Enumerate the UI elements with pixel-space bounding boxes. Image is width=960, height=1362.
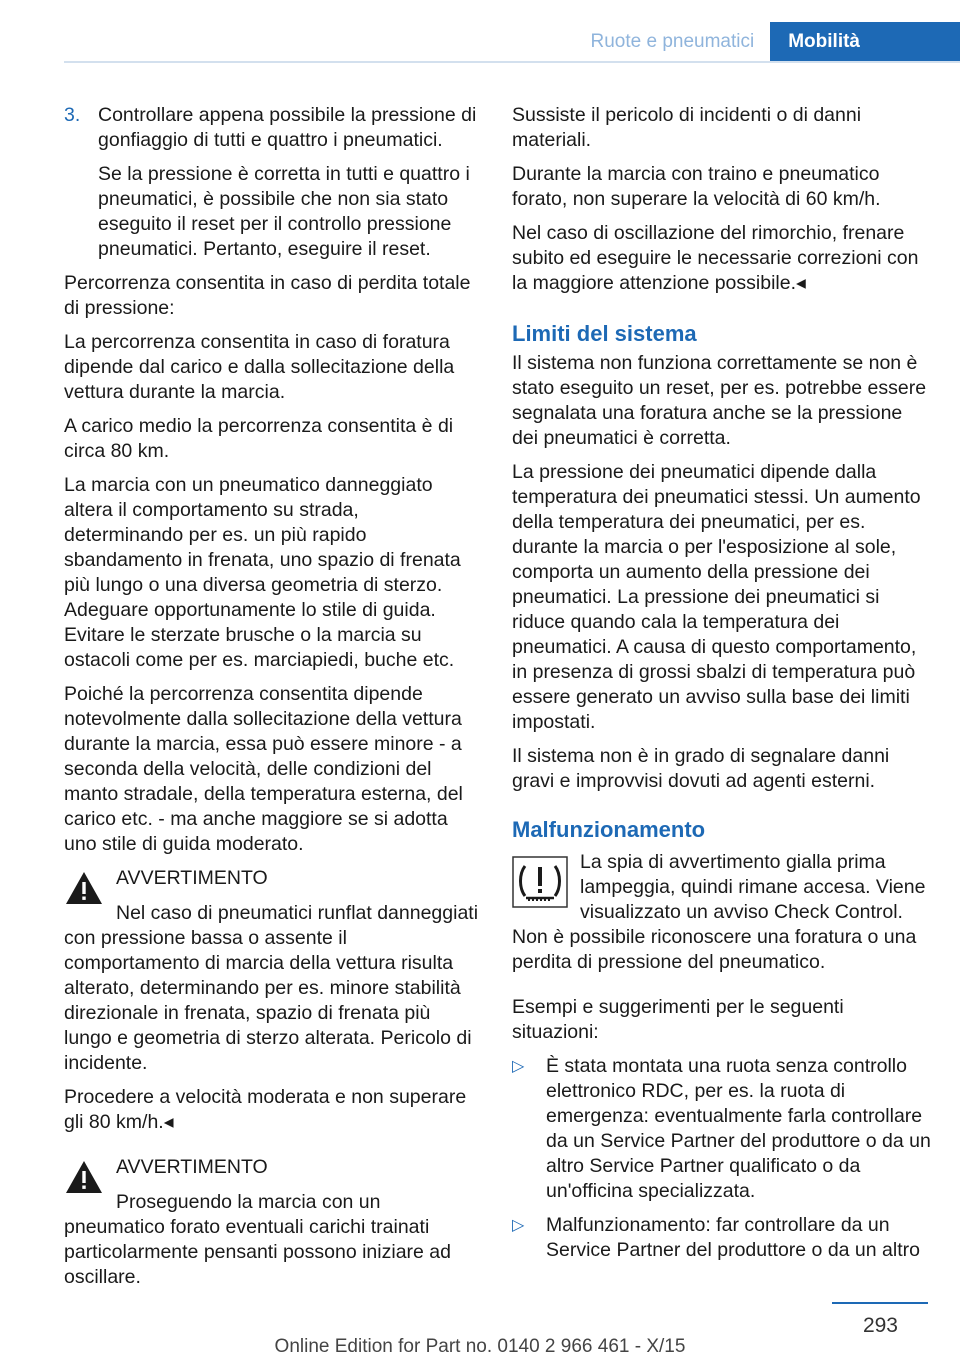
heading-malfunzionamento: Malfunzionamento xyxy=(512,817,706,842)
header-tabs xyxy=(571,22,960,62)
paragraph: La percorrenza consentita in caso di foratura dipende dal carico e dalla sollecitazione della vettura durante la marcia. xyxy=(64,331,455,403)
warning-title: AVVERTIMENTO xyxy=(116,1156,268,1178)
list-item-text: Malfunzionamento: far controllare da un Service Partner del produttore o da un altro xyxy=(546,1214,920,1261)
numbered-step-3 xyxy=(64,103,482,271)
paragraph: Il sistema non è in grado di segnalare danni gravi e improvvisi dovuti ad agenti esterni. xyxy=(512,745,890,792)
header-chapter: Mobilità xyxy=(770,22,960,62)
paragraph: Sussiste il pericolo di incidenti o di danni materiali. xyxy=(512,104,862,151)
warning-block-1 xyxy=(64,866,482,1076)
header-divider xyxy=(64,61,960,63)
warning-title: AVVERTIMENTO xyxy=(116,867,268,889)
warning-text: Nel caso di pneumatici runflat danneggiati con pressione bassa o assente il comportamento di marcia della vettura risulta alterato, determinando per es. minore stabilità direzionale in frenata, spazio di frenata più lungo e geometria di sterzo alterata. Pericolo di incidente. xyxy=(64,902,479,1074)
tire-pressure-warning-icon xyxy=(512,856,568,908)
right-column xyxy=(512,103,932,1272)
footer-edition: Online Edition for Part no. 0140 2 966 461 - X/15 xyxy=(274,1336,686,1357)
paragraph: Esempi e suggerimenti per le seguenti situazioni: xyxy=(512,996,844,1043)
list-item xyxy=(512,1213,932,1263)
warning-block-2 xyxy=(64,1155,482,1290)
paragraph: Nel caso di oscillazione del rimorchio, frenare subito ed eseguire le necessarie correzioni con la maggiore attenzione possibile.◂ xyxy=(512,222,919,294)
paragraph: La marcia con un pneumatico danneggiato altera il comportamento su strada, determinando per es. un più rapido sbandamento in frenata, uno spazio di frenata più lungo o una diversa geometria di sterzo. Adeguare opportunamente lo stile di guida. Evitare le sterzate brusche o la marcia su ostacoli come per es. marciapiedi, buche etc. xyxy=(64,474,461,671)
paragraph: Poiché la percorrenza consentita dipende notevolmente dalla sollecitazione della vettura durante la marcia, essa può essere minore - a seconda della velocità, delle condizioni del manto stradale, della temperatura esterna, del carico etc. - ma anche maggiore se si adotta uno stile di guida moderato. xyxy=(64,683,463,855)
list-item xyxy=(512,1054,932,1204)
warning-light-text: La spia di avvertimento gialla prima lampeggia, quindi rimane accesa. Viene visualizzato un avviso Check Control. xyxy=(580,851,926,923)
warning-triangle-icon xyxy=(64,870,104,906)
step-number: 3. xyxy=(64,104,81,126)
step-text-2: Se la pressione è corretta in tutti e quattro i pneumatici, è possibile che non sia stato eseguito il reset per il controllo pressione pneumatici. Pertanto, eseguire il reset. xyxy=(98,163,470,260)
step-text-1: Controllare appena possibile la pressione di gonfiaggio di tutti e quattro i pneumatici. xyxy=(98,104,477,151)
bullet-marker-icon: ▷ xyxy=(512,1217,525,1234)
warning-light-block xyxy=(512,850,932,925)
left-column xyxy=(64,103,482,1299)
page-number: 293 xyxy=(862,1314,898,1337)
header-section: Ruote e pneumatici xyxy=(590,31,755,52)
list-item-text: È stata montata una ruota senza controllo elettronico RDC, per es. la ruota di emergenza: eventualmente farla controllare da un Service Partner del produttore o da un altro Service Partner qualificato o da un'officina specializzata. xyxy=(546,1055,931,1202)
paragraph: Procedere a velocità moderata e non superare gli 80 km/h.◂ xyxy=(64,1086,467,1133)
paragraph: Il sistema non funziona correttamente se non è stato eseguito un reset, per es. potrebbe essere segnalata una foratura anche se la pressione dei pneumatici è corretta. xyxy=(512,352,927,449)
footer-divider xyxy=(832,1302,928,1304)
paragraph: Percorrenza consentita in caso di perdita totale di pressione: xyxy=(64,272,471,319)
heading-limiti: Limiti del sistema xyxy=(512,321,697,346)
paragraph: A carico medio la percorrenza consentita è di circa 80 km. xyxy=(64,415,454,462)
paragraph: Durante la marcia con traino e pneumatico forato, non superare la velocità di 60 km/h. xyxy=(512,163,881,210)
paragraph: Non è possibile riconoscere una foratura o una perdita di pressione del pneumatico. xyxy=(512,926,917,973)
warning-triangle-icon xyxy=(64,1159,104,1195)
warning-text: Proseguendo la marcia con un pneumatico forato eventuali carichi trainati particolarmente pensanti possono iniziare ad oscillare. xyxy=(64,1191,451,1288)
paragraph: La pressione dei pneumatici dipende dalla temperatura dei pneumatici stessi. Un aumento della temperatura dei pneumatici, per es. durante la marcia o per l'esposizione al sole, comporta un aumento della pressione dei pneumatici. La pressione dei pneumatici si riduce quando cala la temperatura dei pneumatici. A causa di questo comportamento, in presenza di grossi sbalzi di temperatura può essere generato un avviso sulla base dei limiti impostati. xyxy=(512,461,921,733)
bullet-marker-icon: ▷ xyxy=(512,1058,525,1075)
